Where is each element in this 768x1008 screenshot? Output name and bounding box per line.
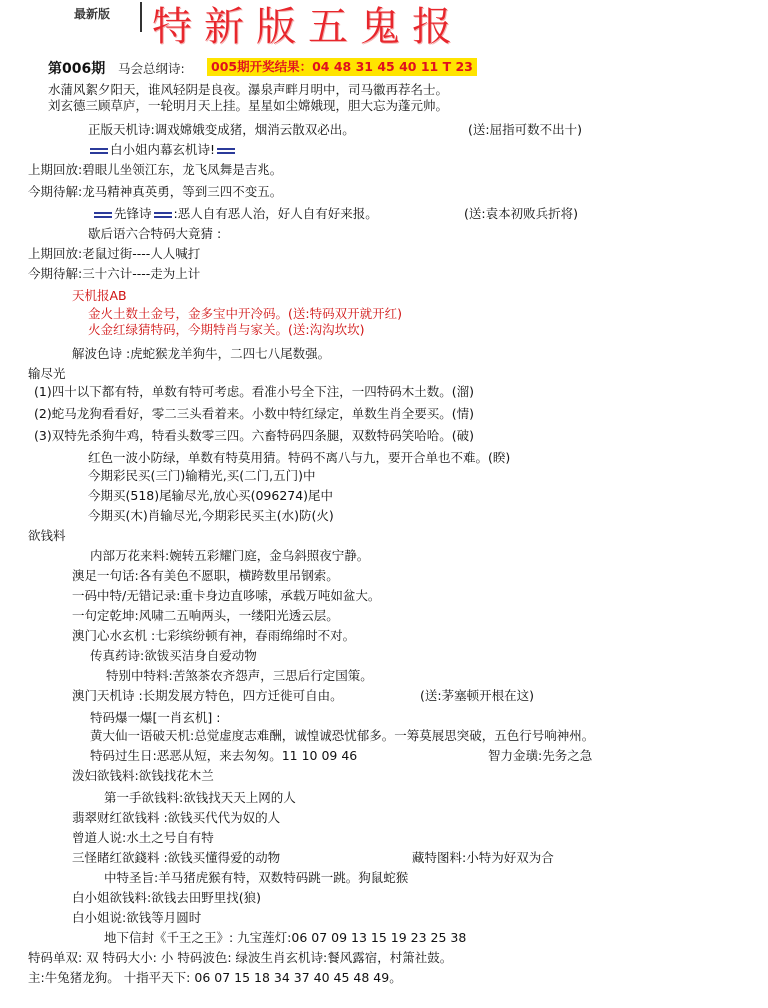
- line-42: 白小姐说:欲钱等月圆时: [72, 910, 202, 925]
- draw-result: 005期开奖结果：04 48 31 45 40 11 T 23: [207, 58, 477, 76]
- line-20: 今期彩民买(三门)输精光,买(二门,五门)中: [88, 468, 316, 483]
- line-13: 火金红绿猜特码，今期特肖与家关。(送:沟沟坎坎): [88, 322, 365, 337]
- line-31-note: (送:茅塞顿开根在这): [420, 688, 534, 703]
- line-04: 白小姐内幕玄机诗!: [88, 142, 237, 158]
- line-37: 翡翠财红欲钱料 :欲钱买代代为奴的人: [72, 810, 281, 825]
- line-03: 正版天机诗:调戏嫦娥变成猪，烟消云散双必出。: [88, 122, 355, 137]
- title-divider: [140, 2, 142, 32]
- line-14: 解波色诗 :虎蛇猴龙羊狗牛，二四七八尾数强。: [72, 346, 331, 361]
- line-31: 澳门天机诗 :长期发展方特色，四方迁徙可自由。: [72, 688, 343, 703]
- line-07: 先锋诗 :恶人自有恶人治，好人自有好来报。: [92, 206, 378, 222]
- line-38: 曾道人说:水土之号自有特: [72, 830, 214, 845]
- line-19: 红色一波小防绿，单数有特莫用猜。特码不离八与九，要开合单也不难。(睽): [88, 450, 511, 465]
- line-16: (1)四十以下都有特，单数有特可考虑。看准小号全下注，一四特码木土数。(溜): [34, 384, 474, 399]
- line-22: 今期买(木)肖输尽光,今期彩民买主(水)防(火): [88, 508, 334, 523]
- line-25: 澳足一句话:各有美色不愿职，横跨数里吊钢索。: [72, 568, 339, 583]
- line-21: 今期买(518)尾输尽光,放心买(096274)尾中: [88, 488, 334, 503]
- line-10: 今期待解:三十六计----走为上计: [28, 266, 201, 281]
- line-34-note: 智力金璜:先务之急: [488, 748, 593, 763]
- line-34: 特码过生日:恶恶从短，来去匆匆。11 10 09 46: [90, 748, 358, 763]
- edition-label: 最新版: [74, 7, 111, 21]
- line-28: 澳门心水玄机 :七彩缤纷顿有神，春雨绵绵时不对。: [72, 628, 356, 643]
- line-05: 上期回放:碧眼儿坐领江东，龙飞凤舞是吉兆。: [28, 162, 283, 177]
- issue-number: 第006期: [48, 61, 106, 77]
- line-45: 主:牛兔猪龙狗。 十指平天下: 06 07 15 18 34 37 40 45 48 49。: [28, 970, 402, 985]
- line-36: 第一手欲钱料:欲钱找天天上网的人: [104, 790, 296, 805]
- line-43: 地下信封《千王之王》: 九宝莲灯:06 07 09 13 15 19 23 25 38: [104, 930, 467, 945]
- line-18: (3)双特先杀狗牛鸡，特看头数零三四。六畜特码四条腿，双数特码笑哈哈。(破): [34, 428, 474, 443]
- line-40: 中特圣旨:羊马猪虎猴有特，双数特码跳一跳。狗鼠蛇猴: [104, 870, 409, 885]
- double-bar-icon: [94, 212, 112, 218]
- line-26: 一码中特/无错记录:重卡身边直哆嗦，承载万吨如盆大。: [72, 588, 381, 603]
- line-32: 特码爆一爆[一肖玄机] :: [90, 710, 221, 725]
- line-39: 三怪睹红欲錢料 :欲钱买懂得爱的动物: [72, 850, 281, 865]
- line-06: 今期待解:龙马精神真英勇，等到三四不变五。: [28, 184, 283, 199]
- page-title: 特新版五鬼报: [152, 4, 464, 50]
- line-35: 泼妇欲钱料:欲钱找花木兰: [72, 768, 214, 783]
- line-24: 内部万花来料:婉转五彩耀门庭，金乌斜照夜宁静。: [90, 548, 370, 563]
- line-03-note: (送:屈指可数不出十): [468, 122, 582, 137]
- line-07-note: (送:袁本初败兵折将): [464, 206, 578, 221]
- line-11: 天机报AB: [72, 288, 127, 303]
- line-41: 白小姐欲钱料:欲钱去田野里找(狼): [72, 890, 261, 905]
- line-12: 金火土数土金号，金多宝中开冷码。(送:特码双开就开红): [88, 306, 402, 321]
- line-39-note: 藏特图料:小特为好双为合: [412, 850, 554, 865]
- line-09: 上期回放:老鼠过街----人人喊打: [28, 246, 201, 261]
- double-bar-icon: [90, 148, 108, 154]
- line-23: 欲钱料: [28, 528, 66, 543]
- line-08: 歇后语六合特码大竟猜 :: [88, 226, 222, 241]
- line-29: 传真药诗:欲钹买洁身自爱动物: [90, 648, 257, 663]
- line-01: 水蒲风絮夕阳天，谁风轻阴是良夜。瀑泉声畔月明中，司马徽再荐名士。: [48, 82, 449, 97]
- line-02: 刘玄德三顾草庐，一轮明月天上挂。星星如尘嫦娥现，胆大忘为蓬元帅。: [48, 98, 449, 113]
- line-30: 特别中特料:苦煞茶农齐怨声，三思后行定国策。: [106, 668, 373, 683]
- line-17: (2)蛇马龙狗看看好，零二三头看着来。小数中特红绿定，单数生肖全要买。(情): [34, 406, 474, 421]
- double-bar-icon: [217, 148, 235, 154]
- line-15: 输尽光: [28, 366, 66, 381]
- line-44: 特码单双: 双 特码大小: 小 特码波色: 绿波生肖玄机诗:餐风露宿，村箫社鼓。: [28, 950, 453, 965]
- line-27: 一句定乾坤:风啸二五响两头，一缕阳光透云层。: [72, 608, 339, 623]
- poem-label: 马会总纲诗:: [118, 61, 185, 76]
- line-33: 黄大仙一语破天机:总觉虚度志难酬，诚惶诚恐忧郁多。一筹莫展思突破，五色行号响神州。: [90, 728, 595, 743]
- double-bar-icon: [154, 212, 172, 218]
